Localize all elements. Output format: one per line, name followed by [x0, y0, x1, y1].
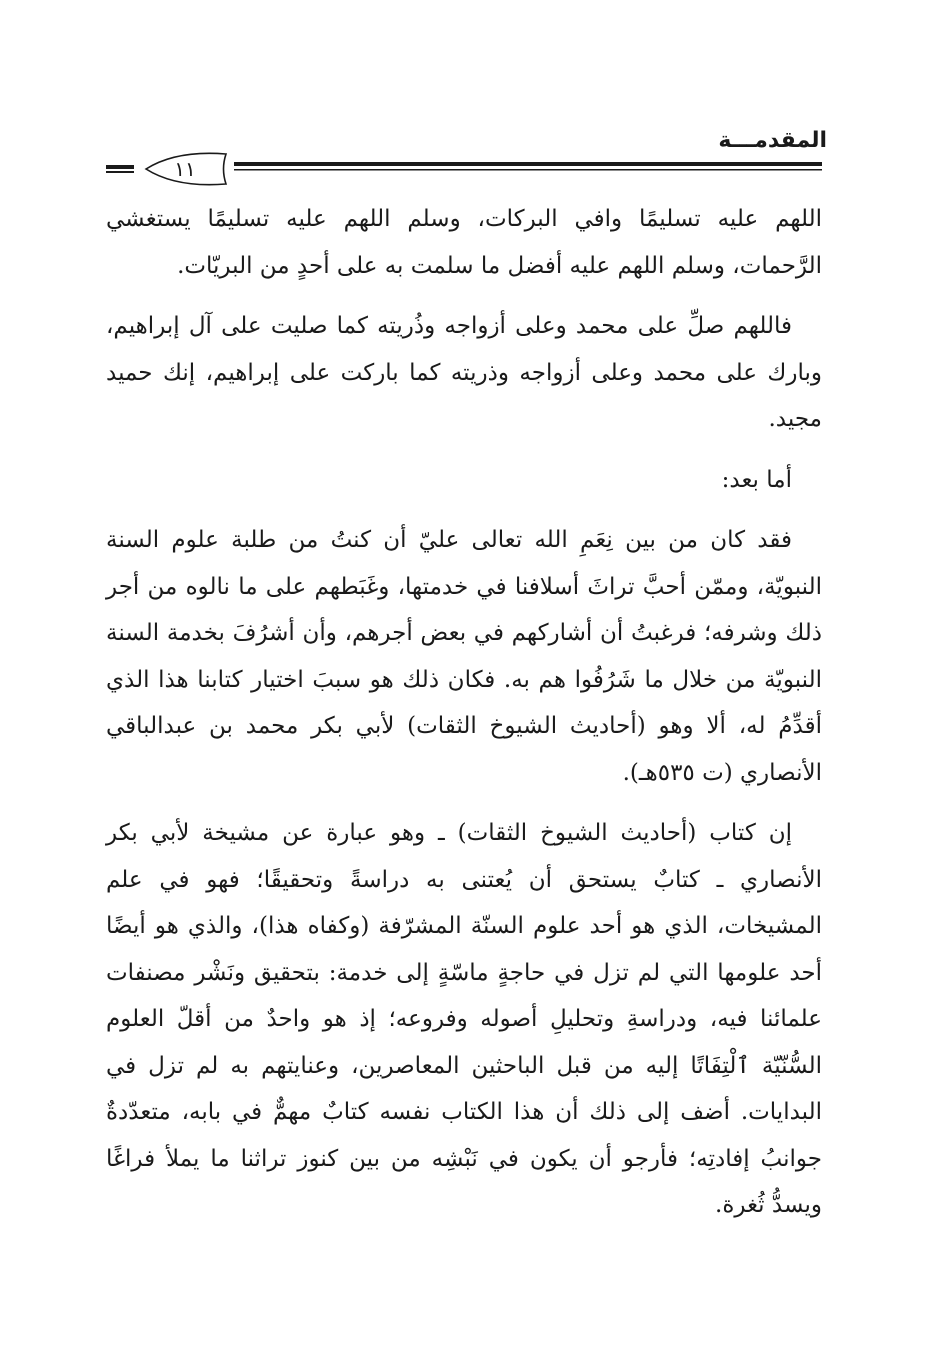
- page-header-title: المقدمـــة: [718, 128, 827, 153]
- header-rule-main-thick: [234, 162, 822, 166]
- body-text: [106, 196, 822, 1243]
- paragraph-greeting: أما بعد:: [721, 466, 792, 493]
- paragraph-2: فاللهم صلِّ على محمد وعلى أزواجه وذُريته كما صليت على آل إبراهيم، وبارك على محمد وعلى أزواجه وذريته كما باركت على إبراهيم، إنك حميد مجيد.: [106, 313, 822, 432]
- paragraph-3: فقد كان من بين نِعَمِ الله تعالى عليّ أن كنتُ من طلبة علوم السنة النبويّة، وممّن أحبَّ تراثَ أسلافنا في خدمتها، وغَبَطهم على ما نالوه من أجر ذلك وشرفه؛ فرغبتُ أن أشاركهم في بعض أجرهم، وأن أشرُفَ بخدمة السنة النبويّة من خلال ما شَرُفُوا هم به. فكان ذلك هو سببَ اختيار كتابنا هذا الذي أقدِّمُ له، ألا وهو (أحاديث الشيوخ الثقات) لأبي بكر محمد بن عبدالباقي الأنصاري (ت ٥٣٥هـ).: [106, 527, 822, 786]
- header-rule-main-thin: [234, 169, 822, 171]
- header-rule-left-bar-2: [106, 171, 134, 173]
- paragraph-1: اللهم عليه تسليمًا وافي البركات، وسلم اللهم عليه تسليمًا يستغشي الرَّحمات، وسلم اللهم عليه أفضل ما سلمت به على أحدٍ من البريّات.: [106, 206, 822, 279]
- page-number: ١١: [174, 157, 196, 181]
- paragraph-4: إن كتاب (أحاديث الشيوخ الثقات) ـ وهو عبارة عن مشيخة لأبي بكر الأنصاري ـ كتابٌ يستحق أن يُعتنى به دراسةً وتحقيقًا؛ فهو في علم المشيخات، الذي هو أحد علوم السنّة المشرّفة (وكفاه هذا)، والذي هو أيضًا أحد علومها التي لم تزل في حاجةٍ ماسّةٍ إلى خدمة: بتحقيق ونَشْر مصنفات علمائنا فيه، ودراسةِ وتحليلِ أصوله وفروعه؛ إذ هو واحدٌ من أقلّ العلوم السُّنّيّة ٱلْتِفَاتًا إليه من قبل الباحثين المعاصرين، وعنايتهم به لم تزل في البدايات. أضف إلى ذلك أن هذا الكتاب نفسه كتابٌ مهمٌّ في بابه، متعدّدةٌ جوانبُ إفادتِه؛ فأرجو أن يكون في نَبْشِه من بين كنوز تراثنا ما يملأ فراغًا ويسدُّ ثُغرة.: [106, 820, 822, 1218]
- header-rule-left-bar: [106, 165, 134, 169]
